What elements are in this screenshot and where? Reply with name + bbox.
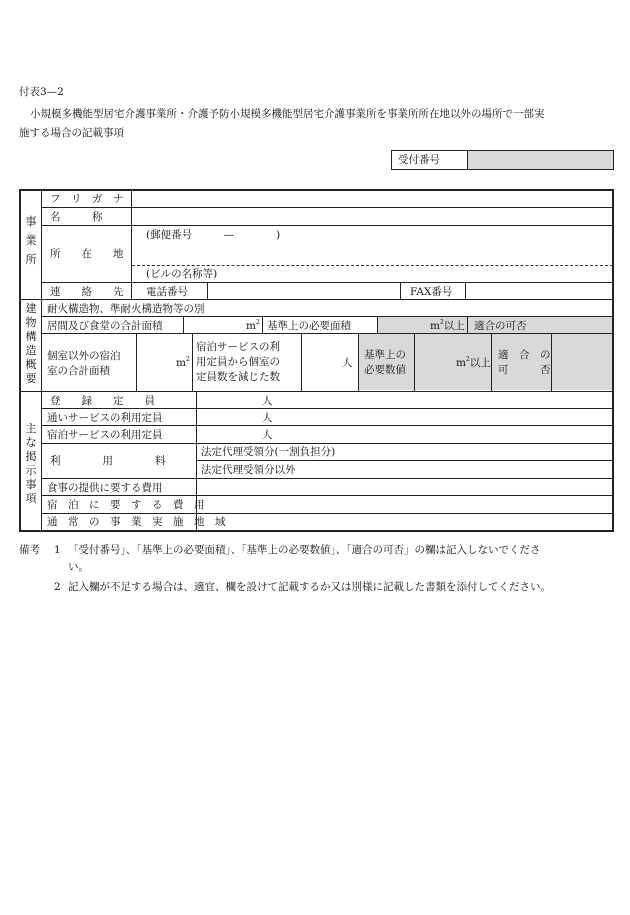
living-area-unit: $m^2$ [246,319,260,332]
suitability-label-a: 適 合 の [498,349,551,361]
fax-label: FAX番号 [410,286,453,298]
registered-capacity-label: 登 録 定 員 [50,395,155,407]
suitability-label: 適合の可否 [474,320,527,332]
fee-nonlegal-label: 法定代理受領分以外 [201,464,296,476]
non-private-area-unit: $m^2$ [176,356,190,369]
fee-nonlegal-input[interactable] [330,461,612,478]
overnight-count-unit: 人 [342,357,353,369]
registered-capacity-unit: 人 [262,395,273,407]
overnight-capacity-input[interactable] [197,426,259,443]
non-private-area-input[interactable] [137,334,179,391]
required-area-label: 基準上の必要面積 [267,320,351,332]
location-label: 所 在 地 [50,248,124,260]
overnight-label-3: 定員数を減じた数 [196,371,280,383]
note-1-continuation: い。 [68,561,89,573]
service-area-label: 通 常 の 事 業 実 施 地 域 [47,516,226,528]
note-2-number: 2 [54,581,61,593]
receipt-number-label: 受付番号 [398,154,440,166]
required-area-unit: $m^2$以上 [430,319,465,332]
office-section-label: 事 業 所 [25,215,37,266]
day-capacity-unit: 人 [262,412,273,424]
meal-cost-label: 食事の提供に要する費用 [47,482,163,494]
required-value-unit: $m^2$以上 [456,356,491,369]
receipt-number-field[interactable] [468,151,613,169]
meal-cost-input[interactable] [197,479,612,495]
overnight-count-input[interactable] [302,334,338,391]
contact-label: 連 絡 先 [50,286,124,298]
note-2-text: 記入欄が不足する場合は、適宜、欄を設けて記載するか又は別様に記載した書類を添付してください。 [68,581,551,593]
fireproof-label: 耐火構造物、準耐火構造物等の別 [47,303,205,315]
form-title-line2: 施する場合の記載事項 [19,127,124,139]
postal-code-label: (郵便番号 — ) [146,229,281,241]
building-name-label: (ビルの名称等) [146,268,218,280]
required-value-label-1: 基準上の [364,349,406,361]
required-value-label-2: 必要数値 [364,364,406,376]
non-private-area-label-1: 個室以外の宿泊 [47,350,121,362]
form-title-line1: 小規模多機能型居宅介護事業所・介護予防小規模多機能型居宅介護事業所を事業所所在地以外の場所で一部実 [30,108,545,120]
building-section-label: 建 物 構 造 概 要 [25,302,37,385]
office-name-input[interactable] [132,208,612,225]
overnight-label-2: 用定員から個室の [196,356,280,368]
fee-label: 利 用 料 [50,455,166,467]
phone-label: 電話番号 [146,286,188,298]
phone-input[interactable] [208,283,400,299]
service-area-input[interactable] [197,514,612,530]
overnight-capacity-label: 宿泊サービスの利用定員 [47,429,163,441]
living-area-input[interactable] [184,317,244,333]
furigana-input[interactable] [132,190,612,207]
fee-legal-label: 法定代理受領分(一割負担分) [201,446,336,458]
table-border-bottom [19,530,614,532]
day-capacity-label: 通いサービスの利用定員 [47,412,163,424]
day-capacity-input[interactable] [197,409,259,425]
suitability-label-b: 可 否 [498,364,551,376]
address-input[interactable] [132,226,612,264]
notes-label: 備考 [19,544,40,556]
registered-capacity-input[interactable] [197,392,259,408]
stay-cost-label: 宿 泊 に 要 す る 費 用 [47,499,205,511]
note-1-text: 「受付番号」、「基準上の必要面積」、「基準上の必要数値」、「適合の可否」の欄は記入しないでくださ [68,544,541,556]
annex-label: 付表3—2 [19,86,64,98]
fax-input[interactable] [466,283,612,299]
furigana-label: フ リ ガ ナ [50,193,124,205]
office-name-label: 名 称 [50,211,103,223]
living-area-label: 居間及び食堂の合計面積 [47,320,163,332]
non-private-area-label-2: 室の合計面積 [47,365,110,377]
stay-cost-input[interactable] [197,496,612,513]
fee-legal-input[interactable] [360,444,612,460]
fireproof-input[interactable] [230,300,612,316]
note-1-number: 1 [54,544,61,556]
overnight-capacity-unit: 人 [262,429,273,441]
main-items-section-label: 主 な 掲 示 事 項 [25,422,37,505]
overnight-label-1: 宿泊サービスの利 [196,341,280,353]
